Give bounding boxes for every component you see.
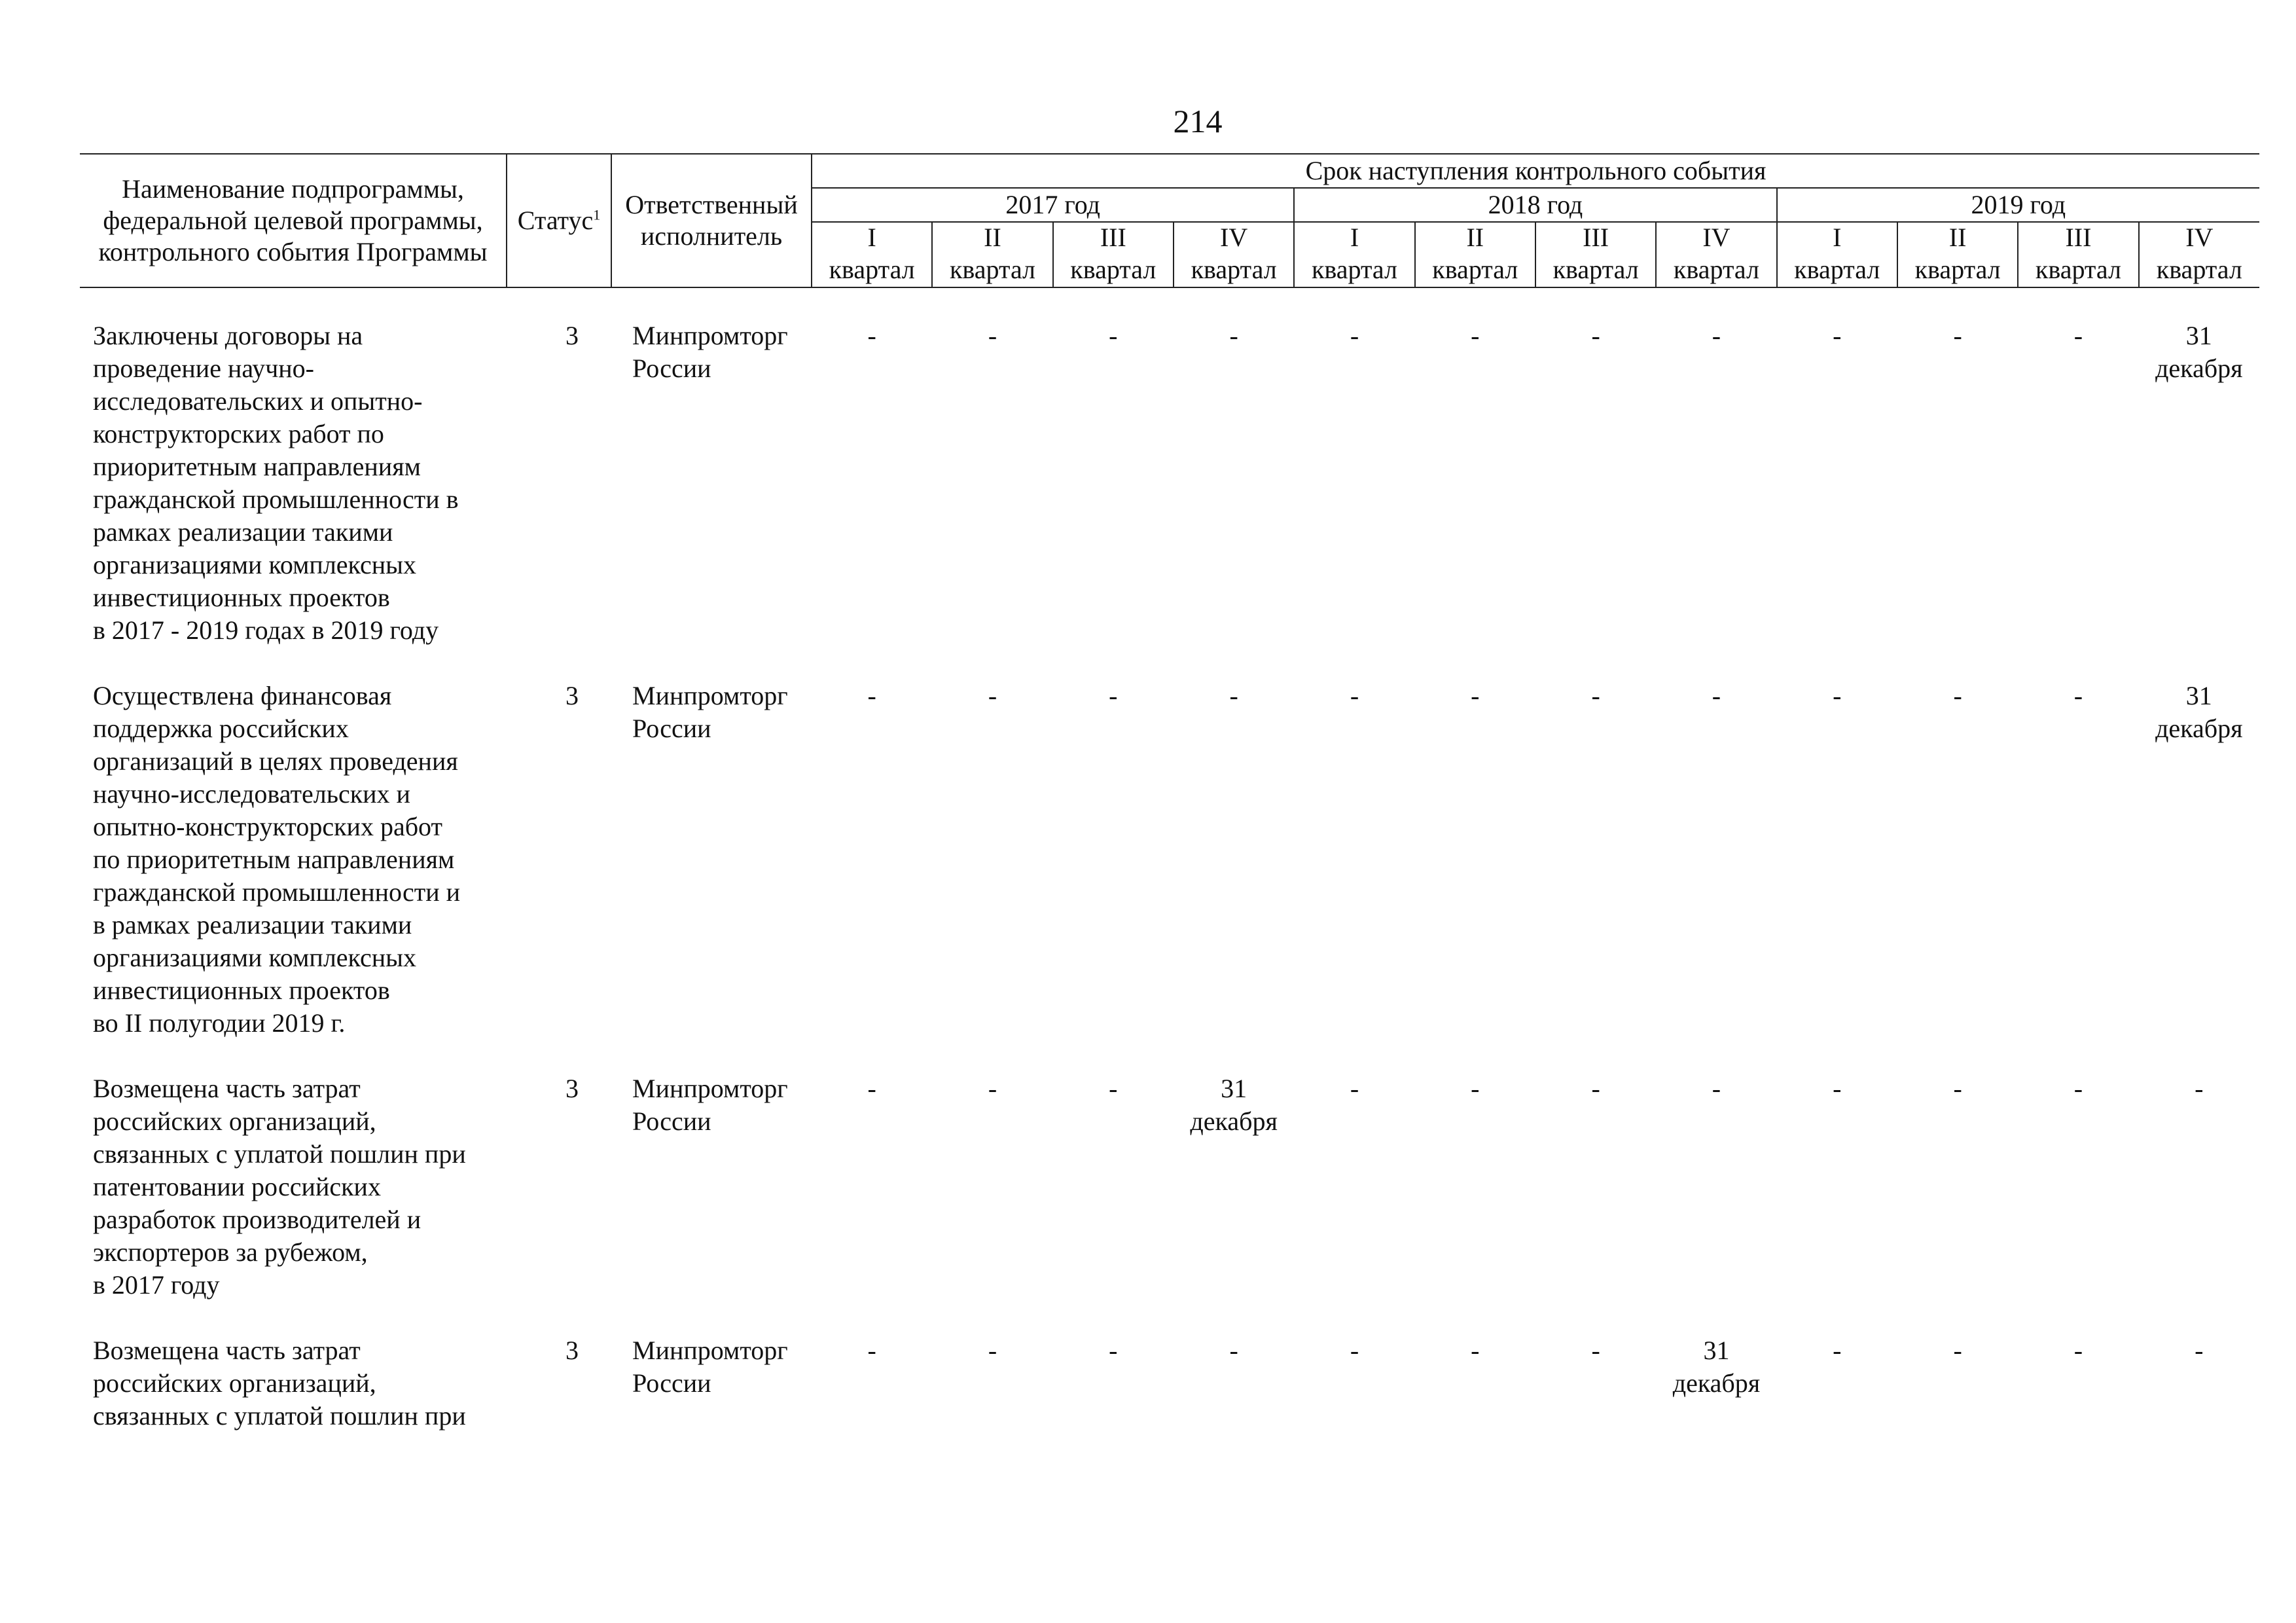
header-quarter-word: квартал [1656,253,1776,287]
event-quarter-cell: - [1471,1336,1480,1365]
event-name-cell: Возмещена часть затрат российских организаций, связанных с уплатой пошлин при [93,1336,466,1431]
header-quarter-word: квартал [1897,253,2018,287]
event-quarter-cell: - [1591,1336,1600,1365]
event-quarter-cell: - [988,321,997,350]
event-quarter-cell: - [1712,321,1721,350]
event-quarter-cell: - [2073,1074,2083,1103]
header-quarter-word: квартал [1415,253,1535,287]
header-quarter-word: квартал [2018,253,2138,287]
header-quarter-word: квартал [1535,253,1656,287]
table-body [80,287,2259,1465]
event-executor-cell: Минпромторг России [632,681,788,743]
status-footnote-marker: 1 [593,206,601,223]
header-deadline-group: Срок наступления контрольного события [812,154,2259,188]
event-quarter-cell: - [988,681,997,710]
header-executor-column: Ответственный исполнитель [611,154,812,287]
header-quarter-numeral: III [2018,222,2138,253]
event-quarter-cell: 31 декабря [2155,681,2243,743]
event-quarter-cell: - [1953,681,1962,710]
event-quarter-cell: - [1833,321,1842,350]
control-events-table-container [80,153,2259,1465]
event-quarter-cell: - [1591,1074,1600,1103]
event-quarter-cell: - [1833,1074,1842,1103]
event-quarter-cell: - [867,1074,876,1103]
event-quarter-cell: - [867,681,876,710]
event-quarter-cell: - [867,321,876,350]
event-quarter-cell: 31 декабря [1190,1074,1278,1136]
event-quarter-cell: - [2073,1336,2083,1365]
event-quarter-cell: - [988,1336,997,1365]
header-quarter-numeral: II [1415,222,1535,253]
event-quarter-cell: - [1591,681,1600,710]
event-quarter-cell: - [1471,681,1480,710]
header-quarter-word: квартал [812,253,932,287]
event-status-cell: 3 [565,1074,579,1103]
header-status-label: Статус [517,206,594,235]
event-quarter-cell: - [1953,1074,1962,1103]
header-quarter-word: квартал [2139,253,2259,287]
control-events-table [80,153,2259,1465]
event-quarter-cell: - [1109,321,1118,350]
event-quarter-cell: - [1350,1336,1359,1365]
header-quarter-numeral: II [932,222,1052,253]
event-quarter-cell: - [1229,1336,1238,1365]
header-quarter-numeral: III [1535,222,1656,253]
header-quarter-numeral: III [1053,222,1174,253]
header-quarter-numeral: IV [1656,222,1776,253]
event-quarter-cell: - [1591,321,1600,350]
event-quarter-cell: - [1833,1336,1842,1365]
event-quarter-cell: - [1953,321,1962,350]
header-quarter-numeral: IV [2139,222,2259,253]
header-quarter-word: квартал [1777,253,1897,287]
event-executor-cell: Минпромторг России [632,1336,788,1398]
event-quarter-cell: - [2195,1074,2204,1103]
event-status-cell: 3 [565,321,579,350]
event-name-cell: Заключены договоры на проведение научно- исследовательских и опытно- конструкторских работ по приоритетным направлениям гражданской промышленности в рамках реализации такими организациями комплексных инвестиционных проектов в 2017 - 2019 годах в 2019 году [93,321,459,645]
header-quarter-numeral: I [1294,222,1414,253]
header-quarter-numeral: I [1777,222,1897,253]
header-quarter-word: квартал [1053,253,1174,287]
table-header [80,154,2259,287]
event-quarter-cell: - [1350,1074,1359,1103]
event-quarter-cell: - [1229,681,1238,710]
event-quarter-cell: - [1712,681,1721,710]
header-quarter-numeral: I [812,222,932,253]
event-quarter-cell: - [2073,321,2083,350]
header-quarter-word: квартал [932,253,1052,287]
event-name-cell: Возмещена часть затрат российских организаций, связанных с уплатой пошлин при патентовании российских разработок производителей и экспортеров за рубежом, в 2017 году [93,1074,466,1300]
event-quarter-cell: - [1833,681,1842,710]
header-quarter-numeral: IV [1174,222,1294,253]
event-name-cell: Осуществлена финансовая поддержка российских организаций в целях проведения научно-исследовательских и опытно-конструкторских работ по приоритетным направлениям гражданской промышленности и в рамках реализации такими организациями комплексных инвестиционных проектов во II полугодии 2019 г. [93,681,461,1038]
header-year-2019: 2019 год [1777,188,2259,222]
event-quarter-cell: - [1109,1336,1118,1365]
event-quarter-cell: - [1471,321,1480,350]
header-quarter-numeral: II [1897,222,2018,253]
event-quarter-cell: 31 декабря [2155,321,2243,383]
event-quarter-cell: - [1350,681,1359,710]
event-row [80,319,2259,680]
event-quarter-cell: - [1109,1074,1118,1103]
event-quarter-cell: - [867,1336,876,1365]
event-quarter-cell: - [988,1074,997,1103]
event-quarter-cell: - [1350,321,1359,350]
header-quarter-word: квартал [1294,253,1414,287]
event-quarter-cell: - [1109,681,1118,710]
event-row [80,680,2259,1072]
header-year-2018: 2018 год [1294,188,1776,222]
event-executor-cell: Минпромторг России [632,1074,788,1136]
spacer-cell [80,287,2259,319]
event-quarter-cell: - [2073,681,2083,710]
event-quarter-cell: - [1953,1336,1962,1365]
event-quarter-cell: 31 декабря [1672,1336,1761,1398]
header-quarter-word: квартал [1174,253,1294,287]
header-spacer-row [80,287,2259,319]
event-executor-cell: Минпромторг России [632,321,788,383]
page-number: 214 [1173,103,1223,139]
header-name-column: Наименование подпрограммы, федеральной целевой программы, контрольного события Программы [80,154,507,287]
event-quarter-cell: - [2195,1336,2204,1365]
event-row [80,1334,2259,1465]
header-year-2017: 2017 год [812,188,1294,222]
event-status-cell: 3 [565,681,579,710]
event-quarter-cell: - [1471,1074,1480,1103]
event-quarter-cell: - [1229,321,1238,350]
event-quarter-cell: - [1712,1074,1721,1103]
event-row [80,1072,2259,1334]
event-status-cell: 3 [565,1336,579,1365]
header-status-column [507,154,611,287]
